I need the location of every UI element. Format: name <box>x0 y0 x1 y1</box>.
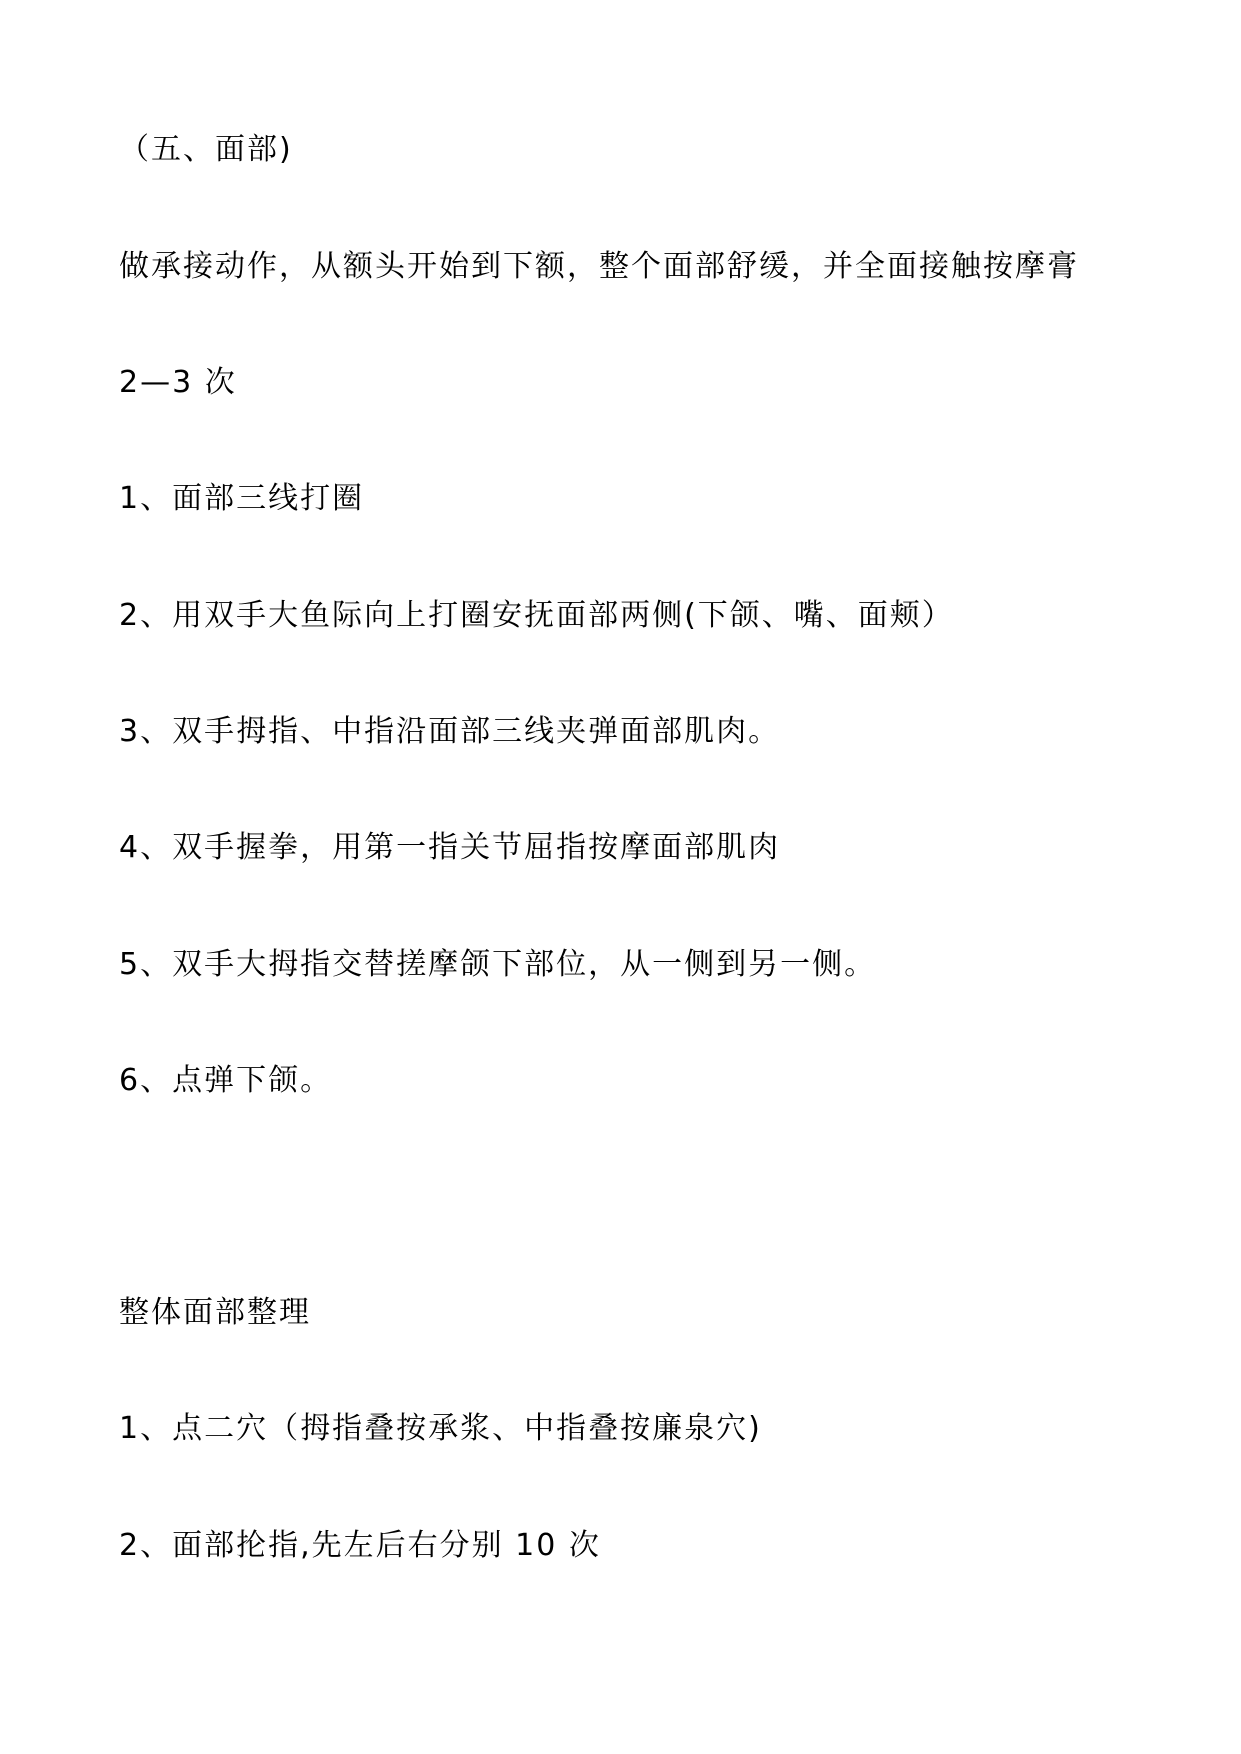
step-5: 5、双手大拇指交替搓摩颌下部位，从一侧到另一侧。 <box>119 947 877 982</box>
step-4: 4、双手握拳，用第一指关节屈指按摩面部肌肉 <box>119 830 781 865</box>
intro-text: 做承接动作，从额头开始到下额，整个面部舒缓，并全面接触按摩膏 <box>119 249 1079 284</box>
step-2: 2、用双手大鱼际向上打圈安抚面部两侧(下颌、嘴、面颊） <box>119 598 954 633</box>
section-heading-overall: 整体面部整理 <box>119 1295 311 1330</box>
step-1: 1、面部三线打圈 <box>119 481 365 516</box>
step-6: 6、点弹下颌。 <box>119 1063 333 1098</box>
step-3: 3、双手拇指、中指沿面部三线夹弹面部肌肉。 <box>119 714 781 749</box>
repeat-count: 2—3 次 <box>119 365 237 400</box>
overall-step-1: 1、点二穴（拇指叠按承浆、中指叠按廉泉穴) <box>119 1411 762 1446</box>
overall-step-2: 2、面部抡指,先左后右分别 10 次 <box>119 1528 601 1563</box>
section-heading-face: （五、面部) <box>119 132 293 167</box>
